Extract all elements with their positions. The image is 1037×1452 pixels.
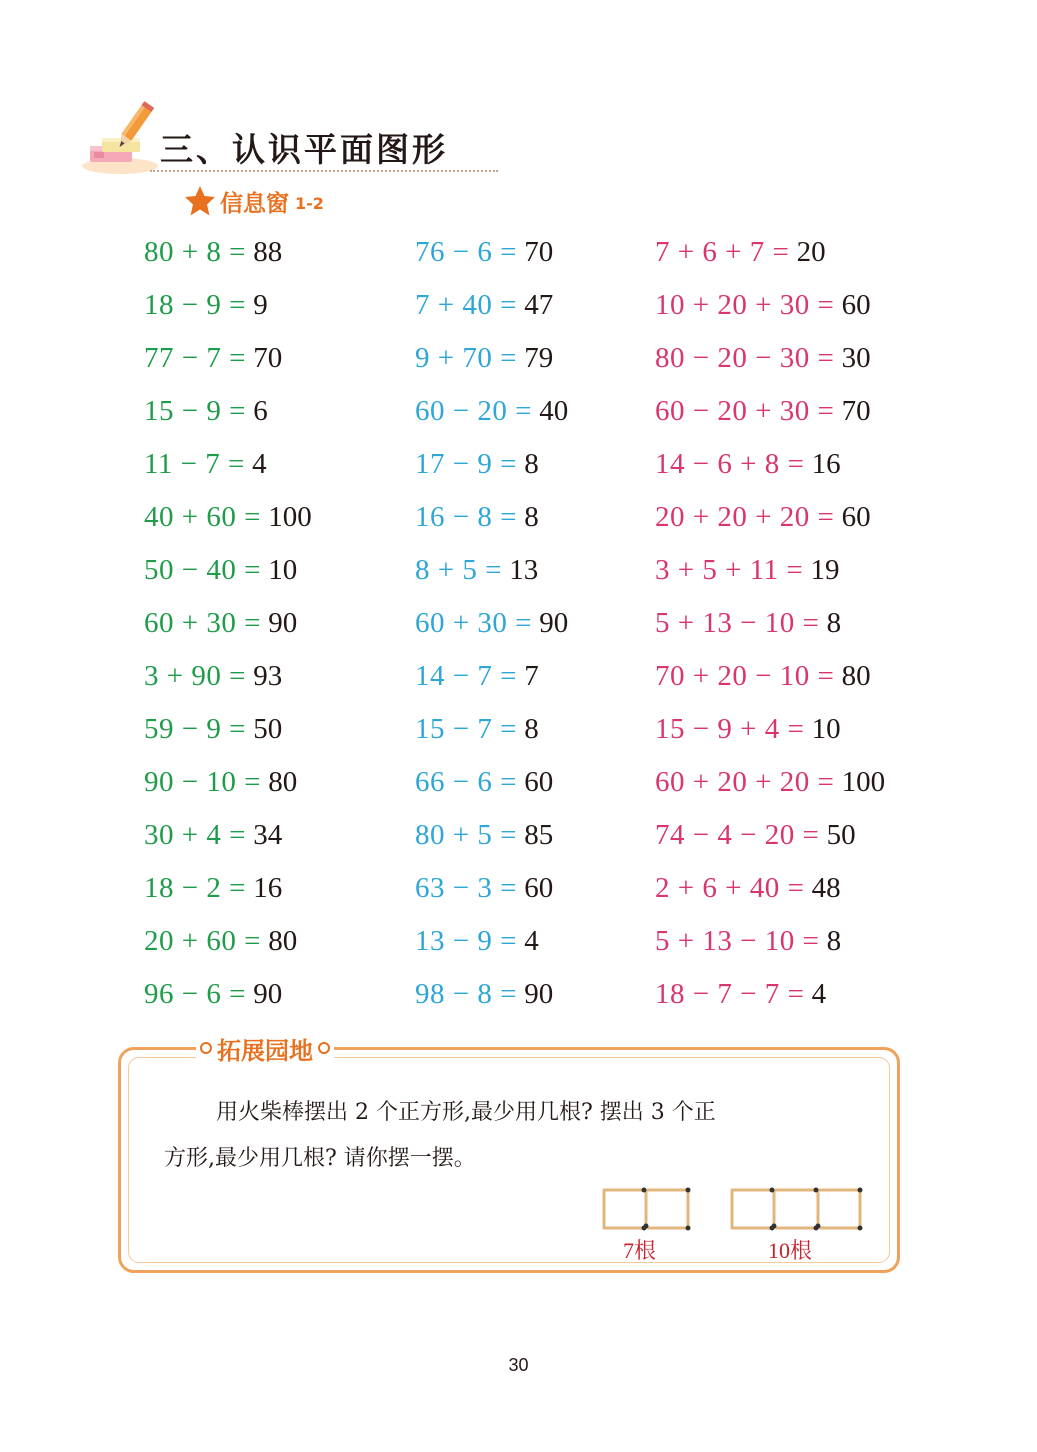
equation-question: 60 + 30 =	[144, 607, 261, 639]
equation-row	[415, 601, 568, 654]
equation-row	[415, 707, 568, 760]
equation-row	[144, 283, 312, 336]
equation-answer: 4	[811, 978, 827, 1010]
equation-row	[415, 866, 568, 919]
matchstick-figure-two-squares	[600, 1184, 692, 1232]
equation-answer: 16	[253, 872, 283, 904]
equation-question: 10 + 20 + 30 =	[655, 289, 835, 321]
equation-row	[144, 760, 312, 813]
equation-answer: 60	[524, 766, 554, 798]
extension-title-bar	[196, 1031, 334, 1065]
equation-answer: 88	[253, 236, 283, 268]
equation-row	[144, 442, 312, 495]
equation-row	[655, 548, 885, 601]
equation-row	[655, 389, 885, 442]
equation-question: 3 + 5 + 11 =	[655, 554, 804, 586]
equation-answer: 90	[268, 607, 298, 639]
equation-answer: 47	[524, 289, 554, 321]
equation-answer: 4	[252, 448, 267, 480]
equation-row	[655, 283, 885, 336]
equation-question: 80 + 5 =	[415, 819, 517, 851]
equation-row	[655, 760, 885, 813]
equation-row	[144, 813, 312, 866]
equation-column-3	[655, 230, 885, 1025]
equation-question: 7 + 6 + 7 =	[655, 236, 790, 268]
section-title: 三、认识平面图形	[160, 130, 448, 169]
equation-row	[415, 972, 568, 1025]
equation-question: 20 + 20 + 20 =	[655, 501, 835, 533]
equation-question: 16 − 8 =	[415, 501, 517, 533]
circle-dot-icon	[318, 1042, 330, 1054]
equation-question: 2 + 6 + 40 =	[655, 872, 805, 904]
extension-title: 拓展园地	[217, 1036, 313, 1065]
circle-dot-icon	[200, 1042, 212, 1054]
equation-answer: 8	[826, 607, 842, 639]
equation-row	[655, 919, 885, 972]
equation-answer: 60	[841, 289, 871, 321]
equation-row	[144, 866, 312, 919]
pencil-eraser-icon	[80, 100, 160, 180]
equation-answer: 60	[841, 501, 871, 533]
equation-question: 20 + 60 =	[144, 925, 261, 957]
equation-row	[144, 230, 312, 283]
equation-row	[144, 654, 312, 707]
equation-answer: 50	[253, 713, 283, 745]
equation-row	[655, 495, 885, 548]
equation-answer: 8	[524, 713, 539, 745]
equation-row	[415, 442, 568, 495]
equation-row	[415, 230, 568, 283]
equation-row	[144, 972, 312, 1025]
equation-answer: 48	[811, 872, 841, 904]
equation-answer: 85	[524, 819, 554, 851]
equation-answer: 7	[524, 660, 539, 692]
equation-question: 5 + 13 − 10 =	[655, 607, 820, 639]
equation-row	[415, 548, 568, 601]
equation-question: 15 − 7 =	[415, 713, 517, 745]
equation-question: 8 + 5 =	[415, 554, 502, 586]
equation-row	[415, 389, 568, 442]
equation-row	[655, 336, 885, 389]
equation-row	[415, 919, 568, 972]
equation-answer: 80	[268, 925, 298, 957]
matchstick-figure-three-squares	[728, 1184, 864, 1232]
equation-question: 5 + 13 − 10 =	[655, 925, 820, 957]
equation-row	[655, 707, 885, 760]
equation-question: 59 − 9 =	[144, 713, 246, 745]
equation-row	[655, 972, 885, 1025]
equation-row	[655, 866, 885, 919]
equation-question: 90 − 10 =	[144, 766, 261, 798]
question-line-1: 用火柴棒摆出 2 个正方形,最少用几根? 摆出 3 个正	[216, 1100, 716, 1125]
equation-answer: 4	[524, 925, 539, 957]
equation-question: 74 − 4 − 20 =	[655, 819, 820, 851]
star-icon	[184, 185, 216, 217]
equation-question: 3 + 90 =	[144, 660, 246, 692]
equation-column-1	[144, 230, 312, 1025]
equation-row	[144, 707, 312, 760]
equation-answer: 60	[524, 872, 554, 904]
equation-row	[415, 654, 568, 707]
equation-row	[144, 336, 312, 389]
equation-question: 77 − 7 =	[144, 342, 246, 374]
equation-answer: 9	[253, 289, 268, 321]
equation-answer: 8	[524, 501, 539, 533]
equation-question: 11 − 7 =	[144, 448, 245, 480]
equation-row	[415, 813, 568, 866]
equation-question: 60 − 20 + 30 =	[655, 395, 835, 427]
extension-question	[164, 1090, 864, 1182]
equation-question: 15 − 9 + 4 =	[655, 713, 805, 745]
equation-answer: 90	[524, 978, 554, 1010]
equation-answer: 40	[539, 395, 569, 427]
subsection-heading	[184, 184, 324, 218]
equation-question: 50 − 40 =	[144, 554, 261, 586]
answer-label-three-squares: 10根	[768, 1238, 813, 1263]
equation-question: 18 − 7 − 7 =	[655, 978, 805, 1010]
equation-answer: 16	[811, 448, 841, 480]
equation-row	[144, 601, 312, 654]
equation-question: 9 + 70 =	[415, 342, 517, 374]
page-number: 30	[508, 1355, 529, 1375]
equation-answer: 90	[253, 978, 283, 1010]
equation-question: 40 + 60 =	[144, 501, 261, 533]
subsection-label: 信息窗	[220, 190, 289, 217]
equation-row	[415, 760, 568, 813]
answer-label-two-squares: 7根	[623, 1238, 657, 1263]
equation-answer: 79	[524, 342, 554, 374]
equation-question: 30 + 4 =	[144, 819, 246, 851]
equation-answer: 70	[253, 342, 283, 374]
subsection-number: 1-2	[295, 193, 324, 213]
equation-answer: 10	[268, 554, 298, 586]
equation-question: 60 + 30 =	[415, 607, 532, 639]
header-divider	[150, 170, 498, 172]
equation-answer: 19	[810, 554, 840, 586]
equation-row	[655, 654, 885, 707]
equation-question: 13 − 9 =	[415, 925, 517, 957]
equation-answer: 8	[524, 448, 539, 480]
equation-row	[655, 442, 885, 495]
equation-row	[144, 495, 312, 548]
equation-answer: 80	[268, 766, 298, 798]
equation-question: 18 − 9 =	[144, 289, 246, 321]
equation-question: 17 − 9 =	[415, 448, 517, 480]
equation-row	[144, 548, 312, 601]
equation-question: 70 + 20 − 10 =	[655, 660, 835, 692]
equation-question: 60 − 20 =	[415, 395, 532, 427]
equation-row	[415, 283, 568, 336]
equation-question: 15 − 9 =	[144, 395, 246, 427]
equation-row	[655, 601, 885, 654]
equation-answer: 8	[826, 925, 842, 957]
equation-question: 80 + 8 =	[144, 236, 246, 268]
equation-row	[144, 389, 312, 442]
equation-answer: 90	[539, 607, 569, 639]
equation-question: 80 − 20 − 30 =	[655, 342, 835, 374]
equation-row	[655, 230, 885, 283]
equation-answer: 50	[826, 819, 856, 851]
equation-answer: 30	[841, 342, 871, 374]
equation-answer: 93	[253, 660, 283, 692]
equation-question: 7 + 40 =	[415, 289, 517, 321]
equation-answer: 10	[811, 713, 841, 745]
equation-question: 98 − 8 =	[415, 978, 517, 1010]
equation-answer: 100	[268, 501, 312, 533]
equation-question: 76 − 6 =	[415, 236, 517, 268]
equation-answer: 20	[796, 236, 826, 268]
equation-question: 14 − 7 =	[415, 660, 517, 692]
equation-question: 14 − 6 + 8 =	[655, 448, 805, 480]
equation-row	[144, 919, 312, 972]
equation-question: 96 − 6 =	[144, 978, 246, 1010]
equation-row	[655, 813, 885, 866]
equation-answer: 100	[841, 766, 886, 798]
equation-question: 18 − 2 =	[144, 872, 246, 904]
equation-answer: 6	[253, 395, 268, 427]
equation-question: 60 + 20 + 20 =	[655, 766, 835, 798]
equation-answer: 80	[841, 660, 871, 692]
equation-answer: 70	[841, 395, 871, 427]
equation-answer: 13	[509, 554, 539, 586]
equation-question: 66 − 6 =	[415, 766, 517, 798]
equation-question: 63 − 3 =	[415, 872, 517, 904]
equation-column-2	[415, 230, 568, 1025]
equation-answer: 34	[253, 819, 283, 851]
equation-answer: 70	[524, 236, 554, 268]
equation-row	[415, 495, 568, 548]
equation-row	[415, 336, 568, 389]
question-line-2: 方形,最少用几根? 请你摆一摆。	[164, 1146, 476, 1171]
